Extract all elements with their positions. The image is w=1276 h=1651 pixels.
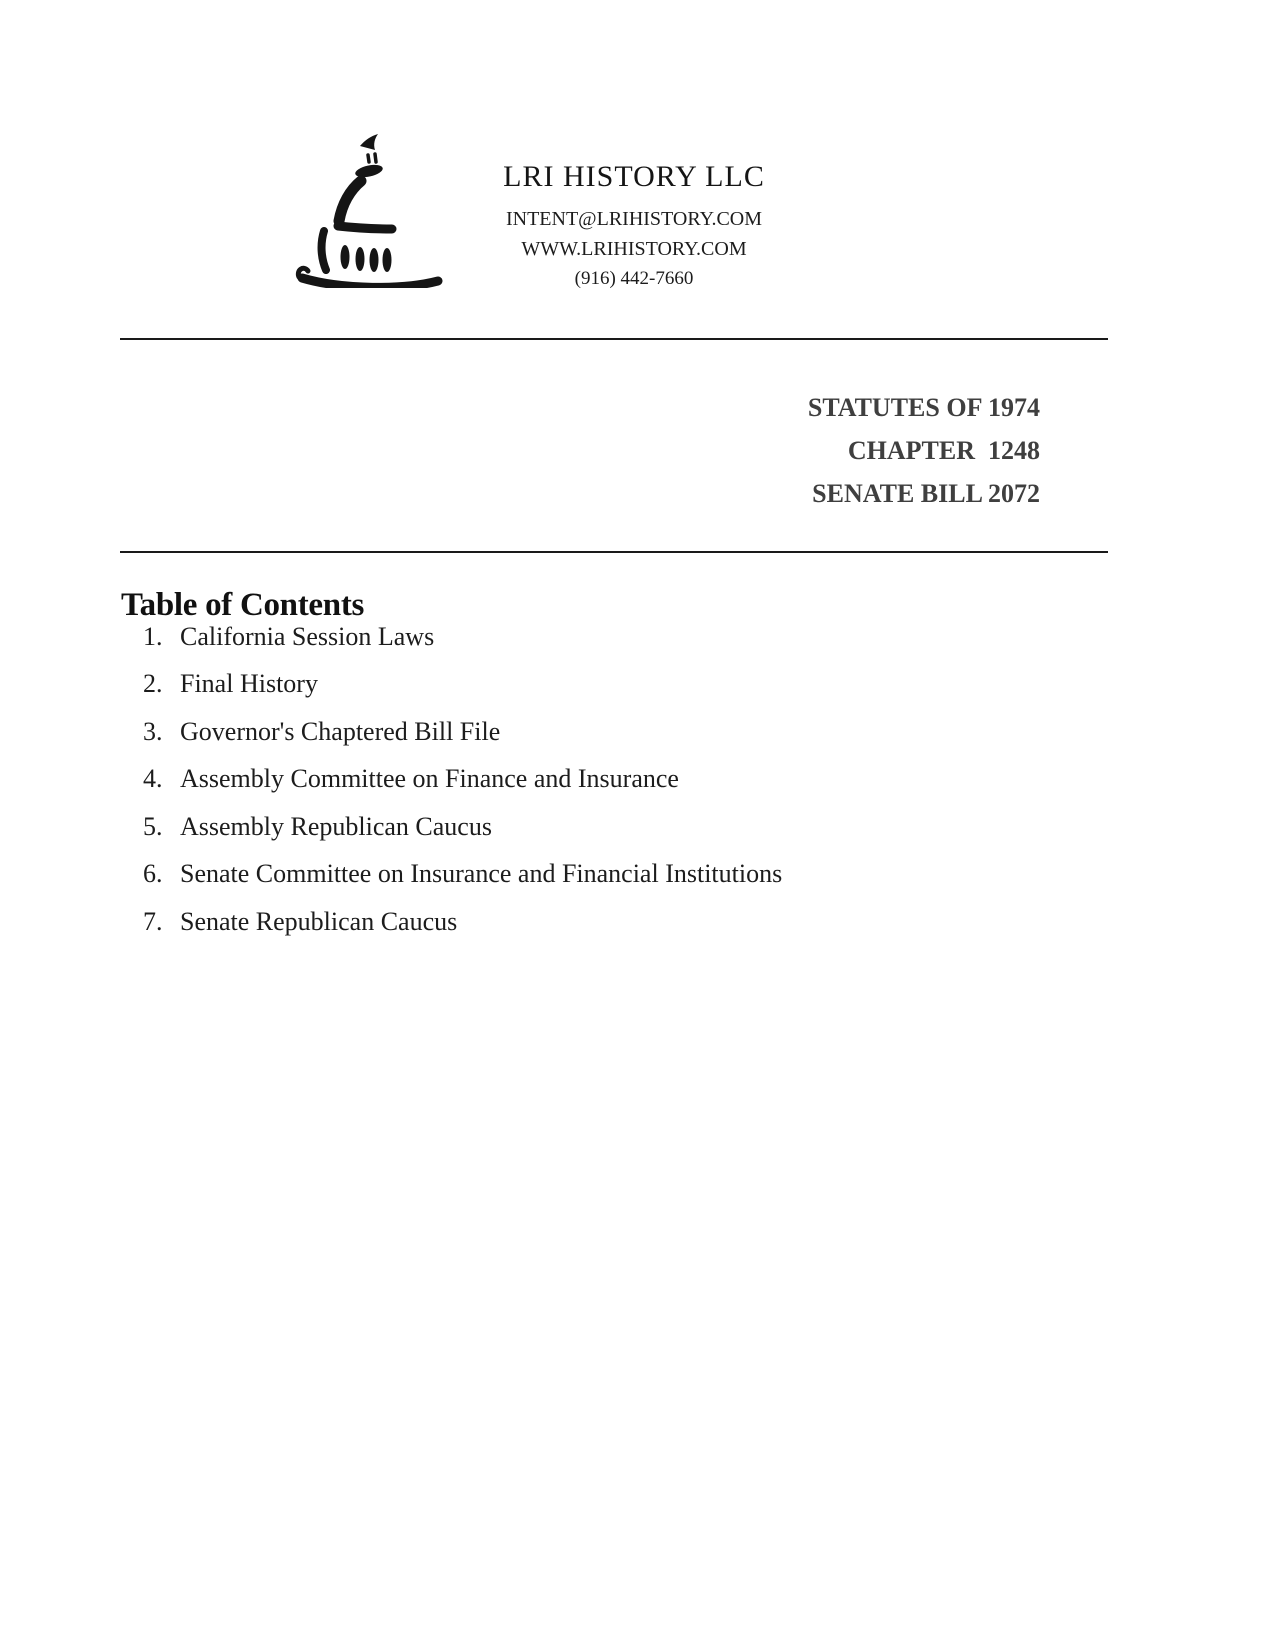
- capitol-dome-icon: [288, 126, 448, 288]
- toc-item-label: Assembly Republican Caucus: [180, 811, 492, 841]
- toc-item-label: Senate Republican Caucus: [180, 906, 458, 936]
- toc-item-number: 5.: [143, 811, 163, 841]
- statutes-year-line: STATUTES OF 1974: [807, 393, 1040, 422]
- horizontal-rule-top: [120, 338, 1108, 340]
- toc-list: [120, 613, 782, 946]
- toc-item-number: 6.: [143, 859, 163, 889]
- toc-item-label: Senate Committee on Insurance and Financial Institutions: [180, 859, 783, 889]
- toc-item-label: Assembly Committee on Finance and Insurance: [180, 764, 679, 794]
- chapter-line: CHAPTER 1248: [847, 436, 1040, 465]
- toc-item-number: 1.: [143, 621, 163, 651]
- toc-item-label: Governor's Chaptered Bill File: [180, 716, 501, 746]
- company-phone: (916) 442-7660: [574, 268, 694, 289]
- company-name: LRI HISTORY LLC: [503, 160, 765, 193]
- toc-item: [120, 661, 782, 709]
- toc-item-number: 4.: [143, 764, 163, 794]
- toc-item: [120, 851, 782, 899]
- company-website: WWW.LRIHISTORY.COM: [521, 238, 747, 260]
- toc-item: [120, 613, 782, 661]
- horizontal-rule-bottom: [120, 551, 1108, 553]
- toc-item-number: 7.: [143, 906, 163, 936]
- toc-item-number: 2.: [143, 669, 163, 699]
- toc-item: [120, 756, 782, 804]
- letterhead: [434, 160, 834, 294]
- toc-item: [120, 708, 782, 756]
- toc-item: [120, 803, 782, 851]
- toc-item: [120, 898, 782, 946]
- toc-item-label: Final History: [180, 669, 318, 699]
- statute-reference-block: [808, 386, 1040, 515]
- company-email: INTENT@LRIHISTORY.COM: [505, 208, 763, 230]
- toc-item-label: California Session Laws: [180, 621, 435, 651]
- toc-item-number: 3.: [143, 716, 163, 746]
- senate-bill-line: SENATE BILL 2072: [812, 479, 1040, 508]
- toc-heading: Table of Contents: [121, 587, 365, 623]
